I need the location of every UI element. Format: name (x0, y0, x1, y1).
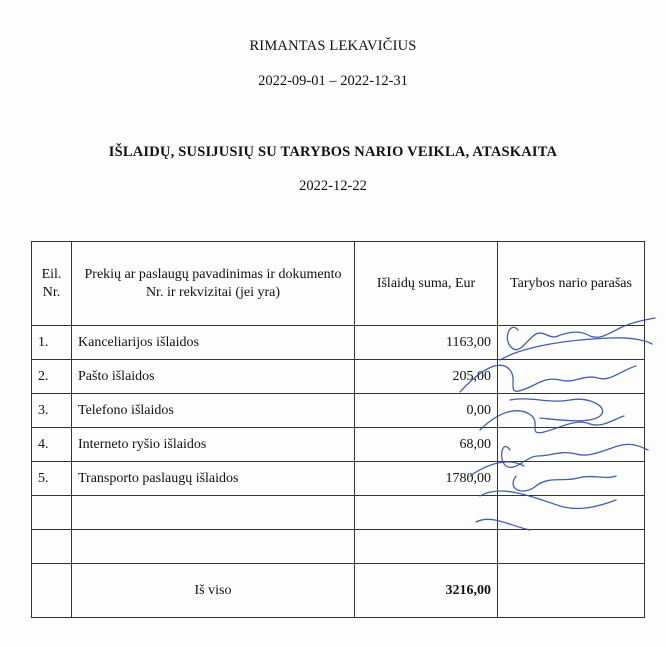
table-row (32, 360, 645, 394)
report-title: IŠLAIDŲ, SUSIJUSIŲ SU TARYBOS NARIO VEIKLA, ATASKAITA (108, 144, 558, 160)
table-header-row (32, 242, 645, 326)
row-amount: 1163,00 (355, 326, 498, 360)
expense-table (31, 241, 645, 618)
row-signature-cell (498, 360, 645, 394)
row-item-name: Pašto išlaidos (72, 360, 355, 394)
empty-cell (498, 496, 645, 530)
row-item-name: Kanceliarijos išlaidos (72, 326, 355, 360)
empty-cell (32, 496, 72, 530)
report-date: 2022-12-22 (299, 178, 367, 194)
empty-cell (498, 564, 645, 618)
total-amount: 3216,00 (355, 564, 498, 618)
table-row (32, 326, 645, 360)
row-signature-cell (498, 428, 645, 462)
col-header-nr: Eil. Nr. (32, 242, 72, 326)
row-signature-cell (498, 394, 645, 428)
empty-cell (72, 530, 355, 564)
total-label: Iš viso (72, 564, 355, 618)
row-amount: 205,00 (355, 360, 498, 394)
row-amount: 68,00 (355, 428, 498, 462)
empty-cell (32, 564, 72, 618)
row-nr: 2. (32, 360, 72, 394)
row-item-name: Telefono išlaidos (72, 394, 355, 428)
col-header-item: Prekių ar paslaugų pavadinimas ir dokumento Nr. ir rekvizitai (jei yra) (72, 242, 355, 326)
empty-cell (355, 496, 498, 530)
col-header-signature: Tarybos nario parašas (498, 242, 645, 326)
row-signature-cell (498, 462, 645, 496)
empty-cell (32, 530, 72, 564)
row-signature-cell (498, 326, 645, 360)
empty-row (32, 530, 645, 564)
empty-cell (498, 530, 645, 564)
row-amount: 0,00 (355, 394, 498, 428)
row-amount: 1780,00 (355, 462, 498, 496)
empty-row (32, 496, 645, 530)
total-row (32, 564, 645, 618)
empty-cell (72, 496, 355, 530)
table-row (32, 428, 645, 462)
table-row (32, 394, 645, 428)
row-item-name: Interneto ryšio išlaidos (72, 428, 355, 462)
row-item-name: Transporto paslaugų išlaidos (72, 462, 355, 496)
row-nr: 1. (32, 326, 72, 360)
row-nr: 3. (32, 394, 72, 428)
col-header-amount: Išlaidų suma, Eur (355, 242, 498, 326)
row-nr: 5. (32, 462, 72, 496)
empty-cell (355, 530, 498, 564)
report-period: 2022-09-01 – 2022-12-31 (258, 73, 408, 89)
row-nr: 4. (32, 428, 72, 462)
council-member-name: RIMANTAS LEKAVIČIUS (249, 38, 417, 54)
table-row (32, 462, 645, 496)
